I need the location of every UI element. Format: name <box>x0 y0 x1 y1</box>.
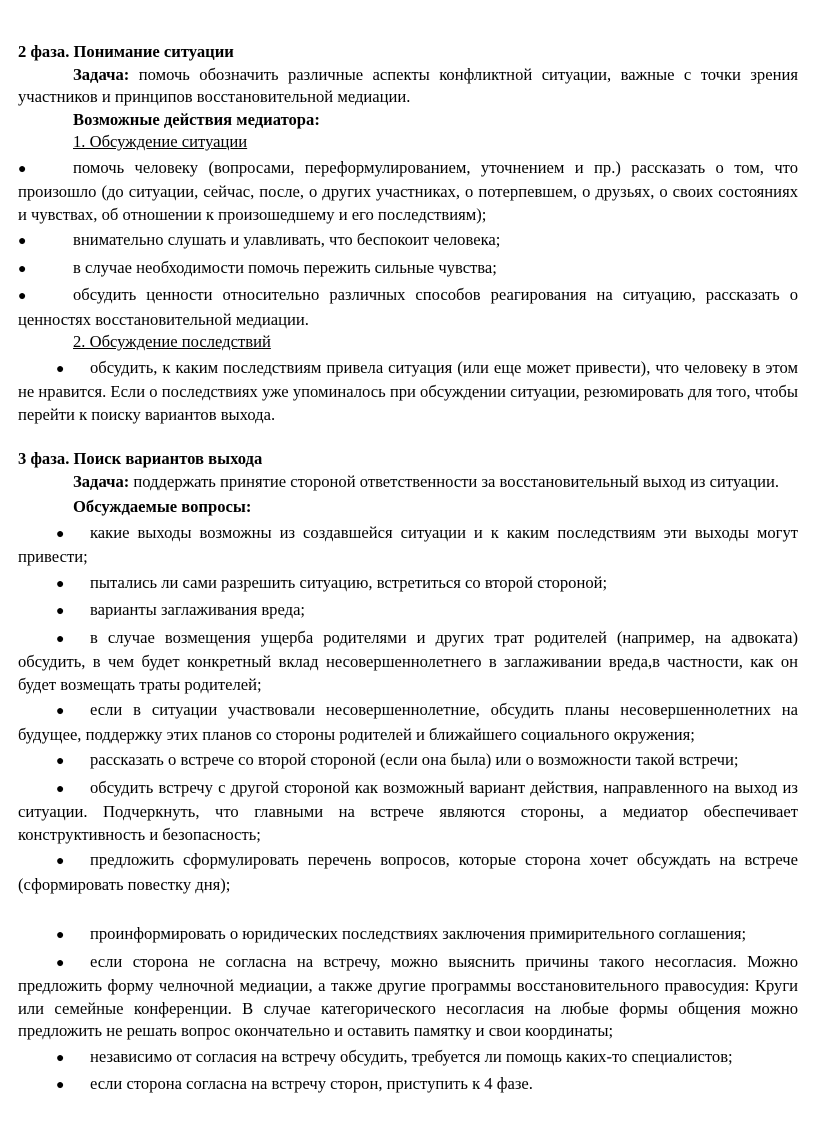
bullet-icon: ● <box>56 576 65 592</box>
phase3-questions-title: Обсуждаемые вопросы: <box>73 497 252 516</box>
phase2-sub1-list <box>18 157 798 332</box>
list-item <box>18 599 798 624</box>
list-item <box>18 777 798 847</box>
phase2-sub2-heading <box>18 331 798 354</box>
bullet-icon: ● <box>56 704 65 719</box>
list-item <box>18 357 798 427</box>
list-item <box>18 157 798 227</box>
list-item <box>18 284 798 331</box>
bullet-icon: ● <box>56 631 65 647</box>
list-item <box>18 923 798 948</box>
sub1-title: Обсуждение ситуации <box>85 132 248 151</box>
list-item-text: проинформировать о юридических последствиях заключения примирительного соглашения; <box>90 924 747 943</box>
list-item-text: внимательно слушать и улавливать, что беспокоит человека; <box>73 230 501 249</box>
list-item <box>18 572 798 597</box>
bullet-icon: ● <box>56 955 65 971</box>
phase3-task-text: поддержать принятие стороной ответственности за восстановительный выход из ситуации. <box>129 471 780 491</box>
list-item <box>18 951 798 1043</box>
list-item <box>18 749 798 774</box>
list-item-text: обсудить, к каким последствиям привела ситуация (или еще может привести), что человеку в этом не нравится. Если о последствиях уже упоминалось при обсуждении ситуации, резюмировать для того, чтобы перейти к поиску вариантов выхода. <box>18 357 798 424</box>
bullet-icon: ● <box>56 781 65 797</box>
bullet-icon: ● <box>56 1050 65 1066</box>
phase3-list <box>18 522 798 1098</box>
list-item-text: помочь человеку (вопросами, переформулированием, уточнением и пр.) рассказать о том, что произошло (до ситуации, сейчас, после, о других участниках, о потерпевшем, о друзьях, о своих состояниях и чувствах, об отношении к произошедшему и его последствиям); <box>18 157 798 224</box>
bullet-icon: ● <box>56 1078 65 1093</box>
bullet-icon: ● <box>18 261 27 277</box>
list-item-text: варианты заглаживания вреда; <box>90 600 306 619</box>
bullet-icon: ● <box>56 526 65 542</box>
phase3-title: 3 фаза. Поиск вариантов выхода <box>18 449 263 468</box>
list-item <box>18 627 798 697</box>
list-item <box>18 699 798 746</box>
sub1-number: 1. <box>73 132 86 151</box>
list-item-text: рассказать о встрече со второй стороной (если она была) или о возможности такой встречи; <box>90 750 739 769</box>
bullet-icon: ● <box>56 928 65 943</box>
list-item-text: если сторона согласна на встречу сторон, приступить к 4 фазе. <box>90 1074 533 1093</box>
bullet-icon: ● <box>18 234 27 249</box>
sub2-number: 2. <box>73 332 86 351</box>
list-item <box>18 1073 798 1098</box>
bullet-icon: ● <box>18 161 27 177</box>
bullet-icon: ● <box>18 289 27 304</box>
list-item-text: в случае возмещения ущерба родителями и других трат родителей (например, на адвоката) обсудить, в чем будет конкретный вклад несовершеннолетнего в заглаживании вреда,в частности, как он будет возмещать траты родителей; <box>18 627 798 694</box>
list-item-text: обсудить встречу с другой стороной как возможный вариант действия, направленного на выход из ситуации. Подчеркнуть, что главными на встрече являются стороны, а медиатор обеспечивает конструктивность и безопасность; <box>18 777 798 844</box>
phase2-title: 2 фаза. Понимание ситуации <box>18 42 234 61</box>
phase2-task <box>18 64 798 109</box>
list-item-text: какие выходы возможны из создавшейся ситуации и к каким последствиям эти выходы могут привести; <box>18 522 798 566</box>
phase3-task-label: Задача: <box>73 471 130 491</box>
sub2-title: Обсуждение последствий <box>85 332 271 351</box>
list-item-text: предложить сформулировать перечень вопросов, которые сторона хочет обсуждать на встрече (сформировать повестку дня); <box>18 850 798 894</box>
list-item-text: в случае необходимости помочь пережить сильные чувства; <box>73 257 497 277</box>
bullet-icon: ● <box>56 361 65 377</box>
list-item-text: независимо от согласия на встречу обсудить, требуется ли помощь каких-то специалистов; <box>90 1046 733 1066</box>
list-item-text: если сторона не согласна на встречу, можно выяснить причины такого несогласия. Можно предложить форму челночной медиации, а также другие программы восстановительного правосудия: Круги или семейные конференции. В случае категорического несогласия на любые формы общения можно предложить не решать вопрос окончательно и оставить памятку и свои координаты; <box>18 951 798 1040</box>
phase2-actions-title: Возможные действия медиатора: <box>73 109 320 129</box>
phase3-task <box>18 471 798 494</box>
phase2-sub1-heading <box>18 131 798 154</box>
list-item <box>18 1046 798 1071</box>
bullet-icon: ● <box>56 754 65 769</box>
list-item <box>18 257 798 282</box>
bullet-icon: ● <box>56 854 65 869</box>
list-item-text: если в ситуации участвовали несовершеннолетние, обсудить планы несовершеннолетних на будущее, поддержку этих планов со стороны родителей и ближайшего социального окружения; <box>18 700 798 744</box>
list-item <box>18 229 798 254</box>
phase2-task-label: Задача: <box>73 64 130 84</box>
list-item-text: пытались ли сами разрешить ситуацию, встретиться со второй стороной; <box>90 572 608 592</box>
list-item <box>18 849 798 896</box>
bullet-icon: ● <box>56 604 65 619</box>
phase2-sub2-list <box>18 357 798 427</box>
phase2-task-text: помочь обозначить различные аспекты конфликтной ситуации, важные с точки зрения участников и принципов восстановительной медиации. <box>18 64 798 106</box>
list-item-text: обсудить ценности относительно различных способов реагирования на ситуацию, рассказать о ценностях восстановительной медиации. <box>18 285 798 329</box>
list-item <box>18 522 798 569</box>
